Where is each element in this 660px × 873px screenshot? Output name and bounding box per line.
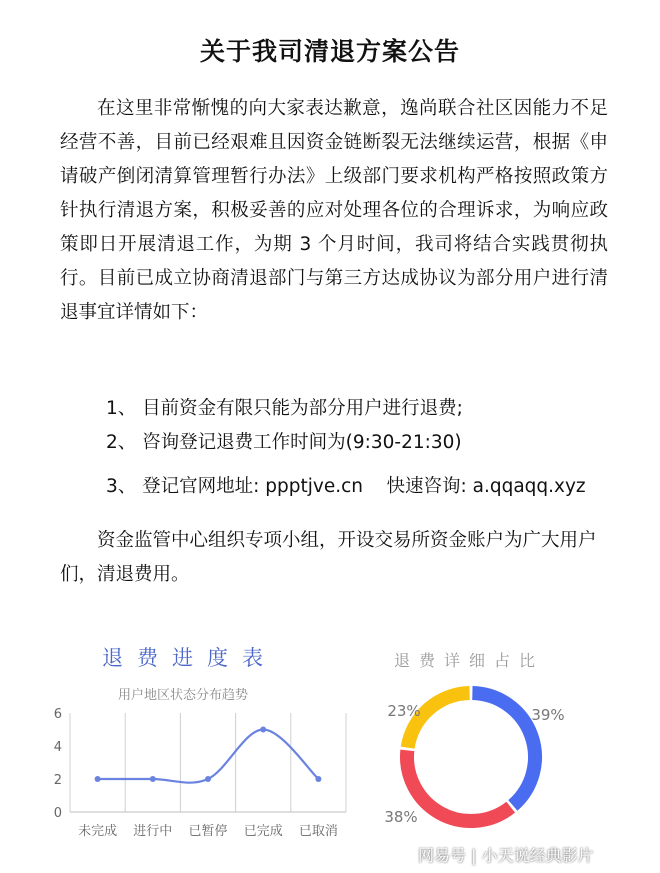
donut-slice-label: 38% [384,808,418,826]
x-tick-label: 已完成 [243,824,283,839]
donut-slice [407,750,511,821]
donut-slice-label: 39% [531,706,565,724]
donut-slice [472,693,535,805]
line-point [150,776,156,782]
list-item-3: 3、 登记官网地址: ppptjve.cn 快速咨询: a.qqaqq.xyz [106,476,586,497]
line-chart-subtitle: 用户地区状态分布趋势 [118,688,249,703]
y-tick-label: 6 [53,707,62,722]
y-tick-label: 2 [53,773,62,788]
line-point [260,727,266,733]
notice-title: 关于我司清退方案公告 [199,37,460,66]
y-tick-label: 0 [53,806,62,821]
line-point [95,776,101,782]
line-point [205,776,211,782]
line-series [98,730,319,783]
y-tick-label: 4 [53,740,62,755]
watermark: 网易号 | 小天说经典影片 [418,846,594,865]
donut-chart-title: 退费详细占比 [394,651,545,670]
x-tick-label: 进行中 [133,824,173,839]
line-point [315,776,321,782]
x-tick-label: 未完成 [78,824,118,839]
list-item-2: 2、 咨询登记退费工作时间为(9:30-21:30) [106,432,462,453]
x-tick-label: 已暂停 [188,824,228,839]
notice-paragraph: 在这里非常惭愧的向大家表达歉意，逸尚联合社区因能力不足经营不善，目前已经艰难且因资金链断裂无法继续运营，根据《申请破产倒闭清算管理暂行办法》上级部门要求机构严格按照政策方针执行清退方案，积极妥善的应对处理各位的合理诉求，为响应政策即日开展清退工作，为期 3 个月时间，我司将结合实践贯彻执行。目前已成立协商清退部门与第三方达成协议为部分用户进行清退事宜详情如下： [60,98,608,323]
donut-slice-label: 23% [387,702,421,720]
x-tick-label: 已取消 [298,824,338,839]
line-chart-title: 退费进度表 [102,646,277,670]
closing-paragraph: 资金监管中心组织专项小组，开设交易所资金账户为广大用户们，清退费用。 [60,530,597,585]
list-item-1: 1、 目前资金有限只能为部分用户进行退费; [106,398,463,419]
